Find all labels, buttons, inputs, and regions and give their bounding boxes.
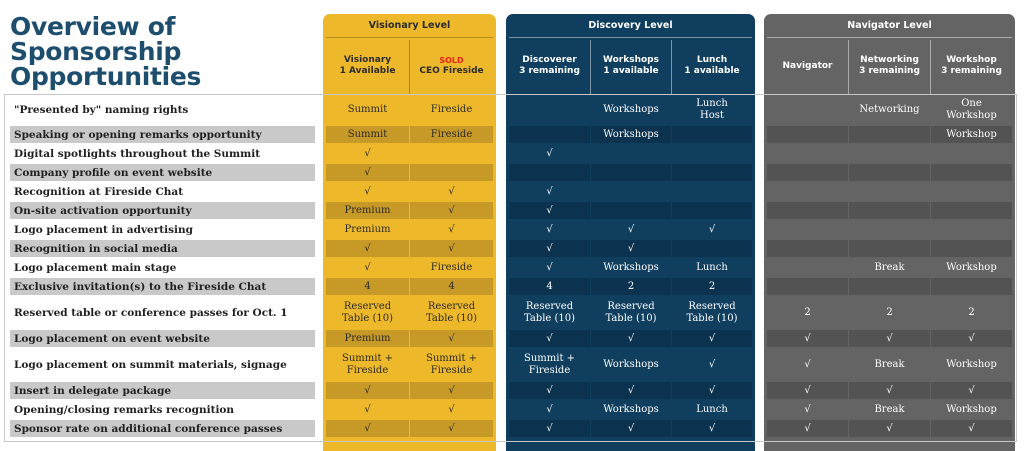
table-cell: √ [326, 240, 409, 257]
table-row [0, 278, 1024, 297]
navigator-heading-divider [767, 37, 1012, 38]
table-cell: √ [804, 403, 811, 415]
visionary-level-heading: Visionary Level [368, 20, 451, 31]
table-cell [509, 96, 590, 123]
table-cell [767, 126, 848, 143]
table-cell: √ [546, 185, 553, 197]
table-cell: √ [672, 330, 752, 347]
table-cell: Workshop [946, 358, 997, 370]
table-cell: √ [546, 147, 553, 159]
column-availability: 1 Available [339, 66, 396, 76]
table-cell: Lunch Host [696, 97, 728, 121]
table-cell: √ [931, 330, 1012, 347]
table-cell [849, 126, 930, 143]
table-cell [849, 145, 930, 162]
table-row [0, 183, 1024, 202]
table-cell: Workshops [603, 403, 659, 415]
table-cell [767, 240, 848, 257]
row-label: Reserved table or conference passes for Oct. 1 [14, 306, 288, 319]
table-cell: Summit + Fireside [341, 352, 394, 376]
table-cell [767, 164, 848, 181]
table-cell: √ [410, 330, 493, 347]
table-cell: √ [326, 382, 409, 399]
table-cell: Reserved Table (10) [341, 300, 394, 324]
table-cell: √ [364, 147, 371, 159]
table-row [0, 221, 1024, 240]
table-cell: √ [931, 420, 1012, 437]
table-cell: Fireside [430, 103, 473, 115]
table-cell: √ [364, 403, 371, 415]
table-cell: √ [448, 185, 455, 197]
table-cell: √ [767, 382, 848, 399]
table-cell: √ [509, 382, 590, 399]
table-cell: √ [509, 202, 590, 219]
table-cell [410, 145, 493, 162]
table-cell: 2 [672, 278, 752, 295]
table-cell: Break [874, 261, 905, 273]
row-label: Logo placement main stage [14, 261, 177, 274]
table-cell: Workshops [603, 103, 659, 115]
table-cell: Reserved Table (10) [686, 300, 738, 324]
table-cell: √ [708, 358, 716, 370]
table-cell [591, 164, 671, 181]
column-availability: 3 remaining [859, 66, 920, 76]
column-name: Networking [860, 55, 919, 65]
table-row [0, 401, 1024, 420]
table-row [0, 202, 1024, 221]
table-cell: 2 [591, 278, 671, 295]
table-cell: Summit + Fireside [523, 352, 576, 376]
column-header-discoverer [509, 50, 590, 82]
table-cell [591, 183, 671, 200]
row-label: Company profile on event website [10, 164, 315, 181]
table-cell: Break [874, 403, 905, 415]
table-cell: 2 [886, 306, 893, 318]
table-cell [672, 240, 752, 257]
table-cell [931, 221, 1012, 238]
table-cell: √ [849, 420, 930, 437]
row-label: Logo placement on event website [10, 330, 315, 347]
column-header-workshops [591, 50, 671, 82]
table-cell [672, 183, 752, 200]
table-cell: Premium [344, 223, 391, 235]
row-label: On-site activation opportunity [10, 202, 315, 219]
column-availability: 1 available [603, 66, 659, 76]
table-cell: √ [591, 330, 671, 347]
table-cell: Lunch [696, 261, 728, 273]
column-header-visionary [326, 50, 409, 82]
page-title: Overview of Sponsorship Opportunities [10, 12, 202, 91]
table-cell: Workshop [931, 126, 1012, 143]
table-cell [767, 259, 848, 276]
table-cell: Reserved Table (10) [605, 300, 657, 324]
table-cell: √ [448, 223, 455, 235]
table-row [0, 126, 1024, 145]
table-cell: 4 [509, 278, 590, 295]
column-availability: 3 remaining [941, 66, 1002, 76]
table-cell: √ [804, 358, 811, 370]
table-cell: √ [546, 223, 553, 235]
table-cell: √ [849, 330, 930, 347]
table-cell [767, 145, 848, 162]
table-cell [672, 126, 752, 143]
table-cell: √ [546, 403, 553, 415]
table-cell: √ [931, 382, 1012, 399]
table-cell: 2 [968, 306, 975, 318]
table-cell: Fireside [410, 126, 493, 143]
discovery-heading-divider [509, 37, 752, 38]
table-cell [767, 183, 848, 200]
column-name: Visionary [343, 55, 392, 65]
table-cell [849, 164, 930, 181]
table-cell [931, 164, 1012, 181]
table-cell: √ [708, 223, 716, 235]
navigator-level-heading: Navigator Level [847, 20, 932, 31]
table-cell: Workshops [603, 261, 659, 273]
column-name: CEO Fireside [419, 65, 484, 76]
table-cell [672, 202, 752, 219]
table-cell [931, 183, 1012, 200]
table-row [0, 349, 1024, 382]
table-cell [410, 164, 493, 181]
table-cell: √ [410, 202, 493, 219]
table-cell: √ [364, 185, 371, 197]
table-cell: √ [591, 382, 671, 399]
column-name: Lunch [696, 55, 728, 65]
table-cell: Workshop [946, 261, 997, 273]
table-cell: Summit [326, 126, 409, 143]
table-cell: Reserved Table (10) [425, 300, 478, 324]
table-cell: √ [849, 382, 930, 399]
column-availability: 1 available [684, 66, 740, 76]
table-cell: √ [509, 420, 590, 437]
table-cell [931, 278, 1012, 295]
table-cell: One Workshop [946, 97, 997, 121]
table-cell: Premium [326, 330, 409, 347]
table-cell: Workshops [603, 358, 659, 370]
table-cell: Premium [326, 202, 409, 219]
row-label: "Presented by" naming rights [14, 103, 189, 116]
table-cell [849, 221, 930, 238]
column-header-navigator [767, 50, 848, 82]
table-cell: √ [326, 164, 409, 181]
table-cell: √ [410, 382, 493, 399]
table-row [0, 164, 1024, 183]
table-cell: 4 [410, 278, 493, 295]
row-label: Insert in delegate package [10, 382, 315, 399]
table-cell: Workshops [591, 126, 671, 143]
table-cell: √ [767, 330, 848, 347]
table-row [0, 259, 1024, 278]
table-row [0, 297, 1024, 330]
table-cell [767, 202, 848, 219]
table-row [0, 96, 1024, 125]
table-cell: Workshop [946, 403, 997, 415]
table-cell: Break [874, 358, 905, 370]
table-cell: √ [627, 223, 635, 235]
table-cell [591, 145, 671, 162]
table-cell: √ [672, 420, 752, 437]
table-cell [931, 202, 1012, 219]
row-label: Digital spotlights throughout the Summit [14, 147, 261, 160]
table-cell: 2 [804, 306, 811, 318]
table-cell: Reserved Table (10) [523, 300, 576, 324]
table-cell [767, 221, 848, 238]
row-label: Opening/closing remarks recognition [14, 403, 235, 416]
column-name: Workshop [946, 55, 997, 65]
table-cell: √ [546, 261, 553, 273]
table-cell [931, 145, 1012, 162]
table-cell: Lunch [696, 403, 728, 415]
table-row [0, 145, 1024, 164]
table-cell [672, 145, 752, 162]
row-label: Sponsor rate on additional conference passes [10, 420, 315, 437]
column-header-lunch [672, 50, 752, 82]
table-row [0, 240, 1024, 259]
row-label: Recognition at Fireside Chat [14, 185, 184, 198]
table-cell [931, 240, 1012, 257]
table-cell: √ [364, 261, 371, 273]
table-cell: √ [509, 240, 590, 257]
row-label: Exclusive invitation(s) to the Fireside Chat [10, 278, 315, 295]
table-cell [849, 202, 930, 219]
column-header-workshop [931, 50, 1012, 82]
table-cell: √ [591, 240, 671, 257]
row-label: Logo placement in advertising [14, 223, 193, 236]
table-cell: √ [448, 403, 455, 415]
table-row [0, 420, 1024, 439]
table-cell [509, 164, 590, 181]
visionary-heading-divider [326, 37, 493, 38]
table-cell [767, 96, 848, 123]
table-cell: √ [410, 420, 493, 437]
table-cell: √ [509, 330, 590, 347]
table-cell: Networking [859, 103, 920, 115]
table-cell: Summit [347, 103, 388, 115]
table-cell: √ [672, 382, 752, 399]
table-cell [509, 126, 590, 143]
column-name: Discoverer [522, 55, 577, 65]
table-row [0, 382, 1024, 401]
table-cell: Summit + Fireside [425, 352, 478, 376]
sold-badge: SOLD [439, 55, 464, 65]
table-row [0, 330, 1024, 349]
table-cell [849, 183, 930, 200]
table-cell [672, 164, 752, 181]
column-name: Navigator [782, 60, 833, 71]
table-cell: √ [410, 240, 493, 257]
table-cell [849, 240, 930, 257]
column-header-networking [849, 50, 930, 82]
column-name: Workshops [603, 55, 659, 65]
table-cell: √ [767, 420, 848, 437]
table-cell [591, 202, 671, 219]
column-availability: 3 remaining [519, 66, 580, 76]
table-cell: √ [591, 420, 671, 437]
row-label: Recognition in social media [10, 240, 315, 257]
table-cell: √ [326, 420, 409, 437]
table-cell: 4 [326, 278, 409, 295]
table-cell [849, 278, 930, 295]
row-label: Logo placement on summit materials, signage [14, 358, 287, 371]
table-cell [767, 278, 848, 295]
column-header-ceo-fireside [410, 50, 493, 82]
row-label: Speaking or opening remarks opportunity [10, 126, 315, 143]
discovery-level-heading: Discovery Level [588, 20, 673, 31]
table-cell: Fireside [430, 261, 473, 273]
